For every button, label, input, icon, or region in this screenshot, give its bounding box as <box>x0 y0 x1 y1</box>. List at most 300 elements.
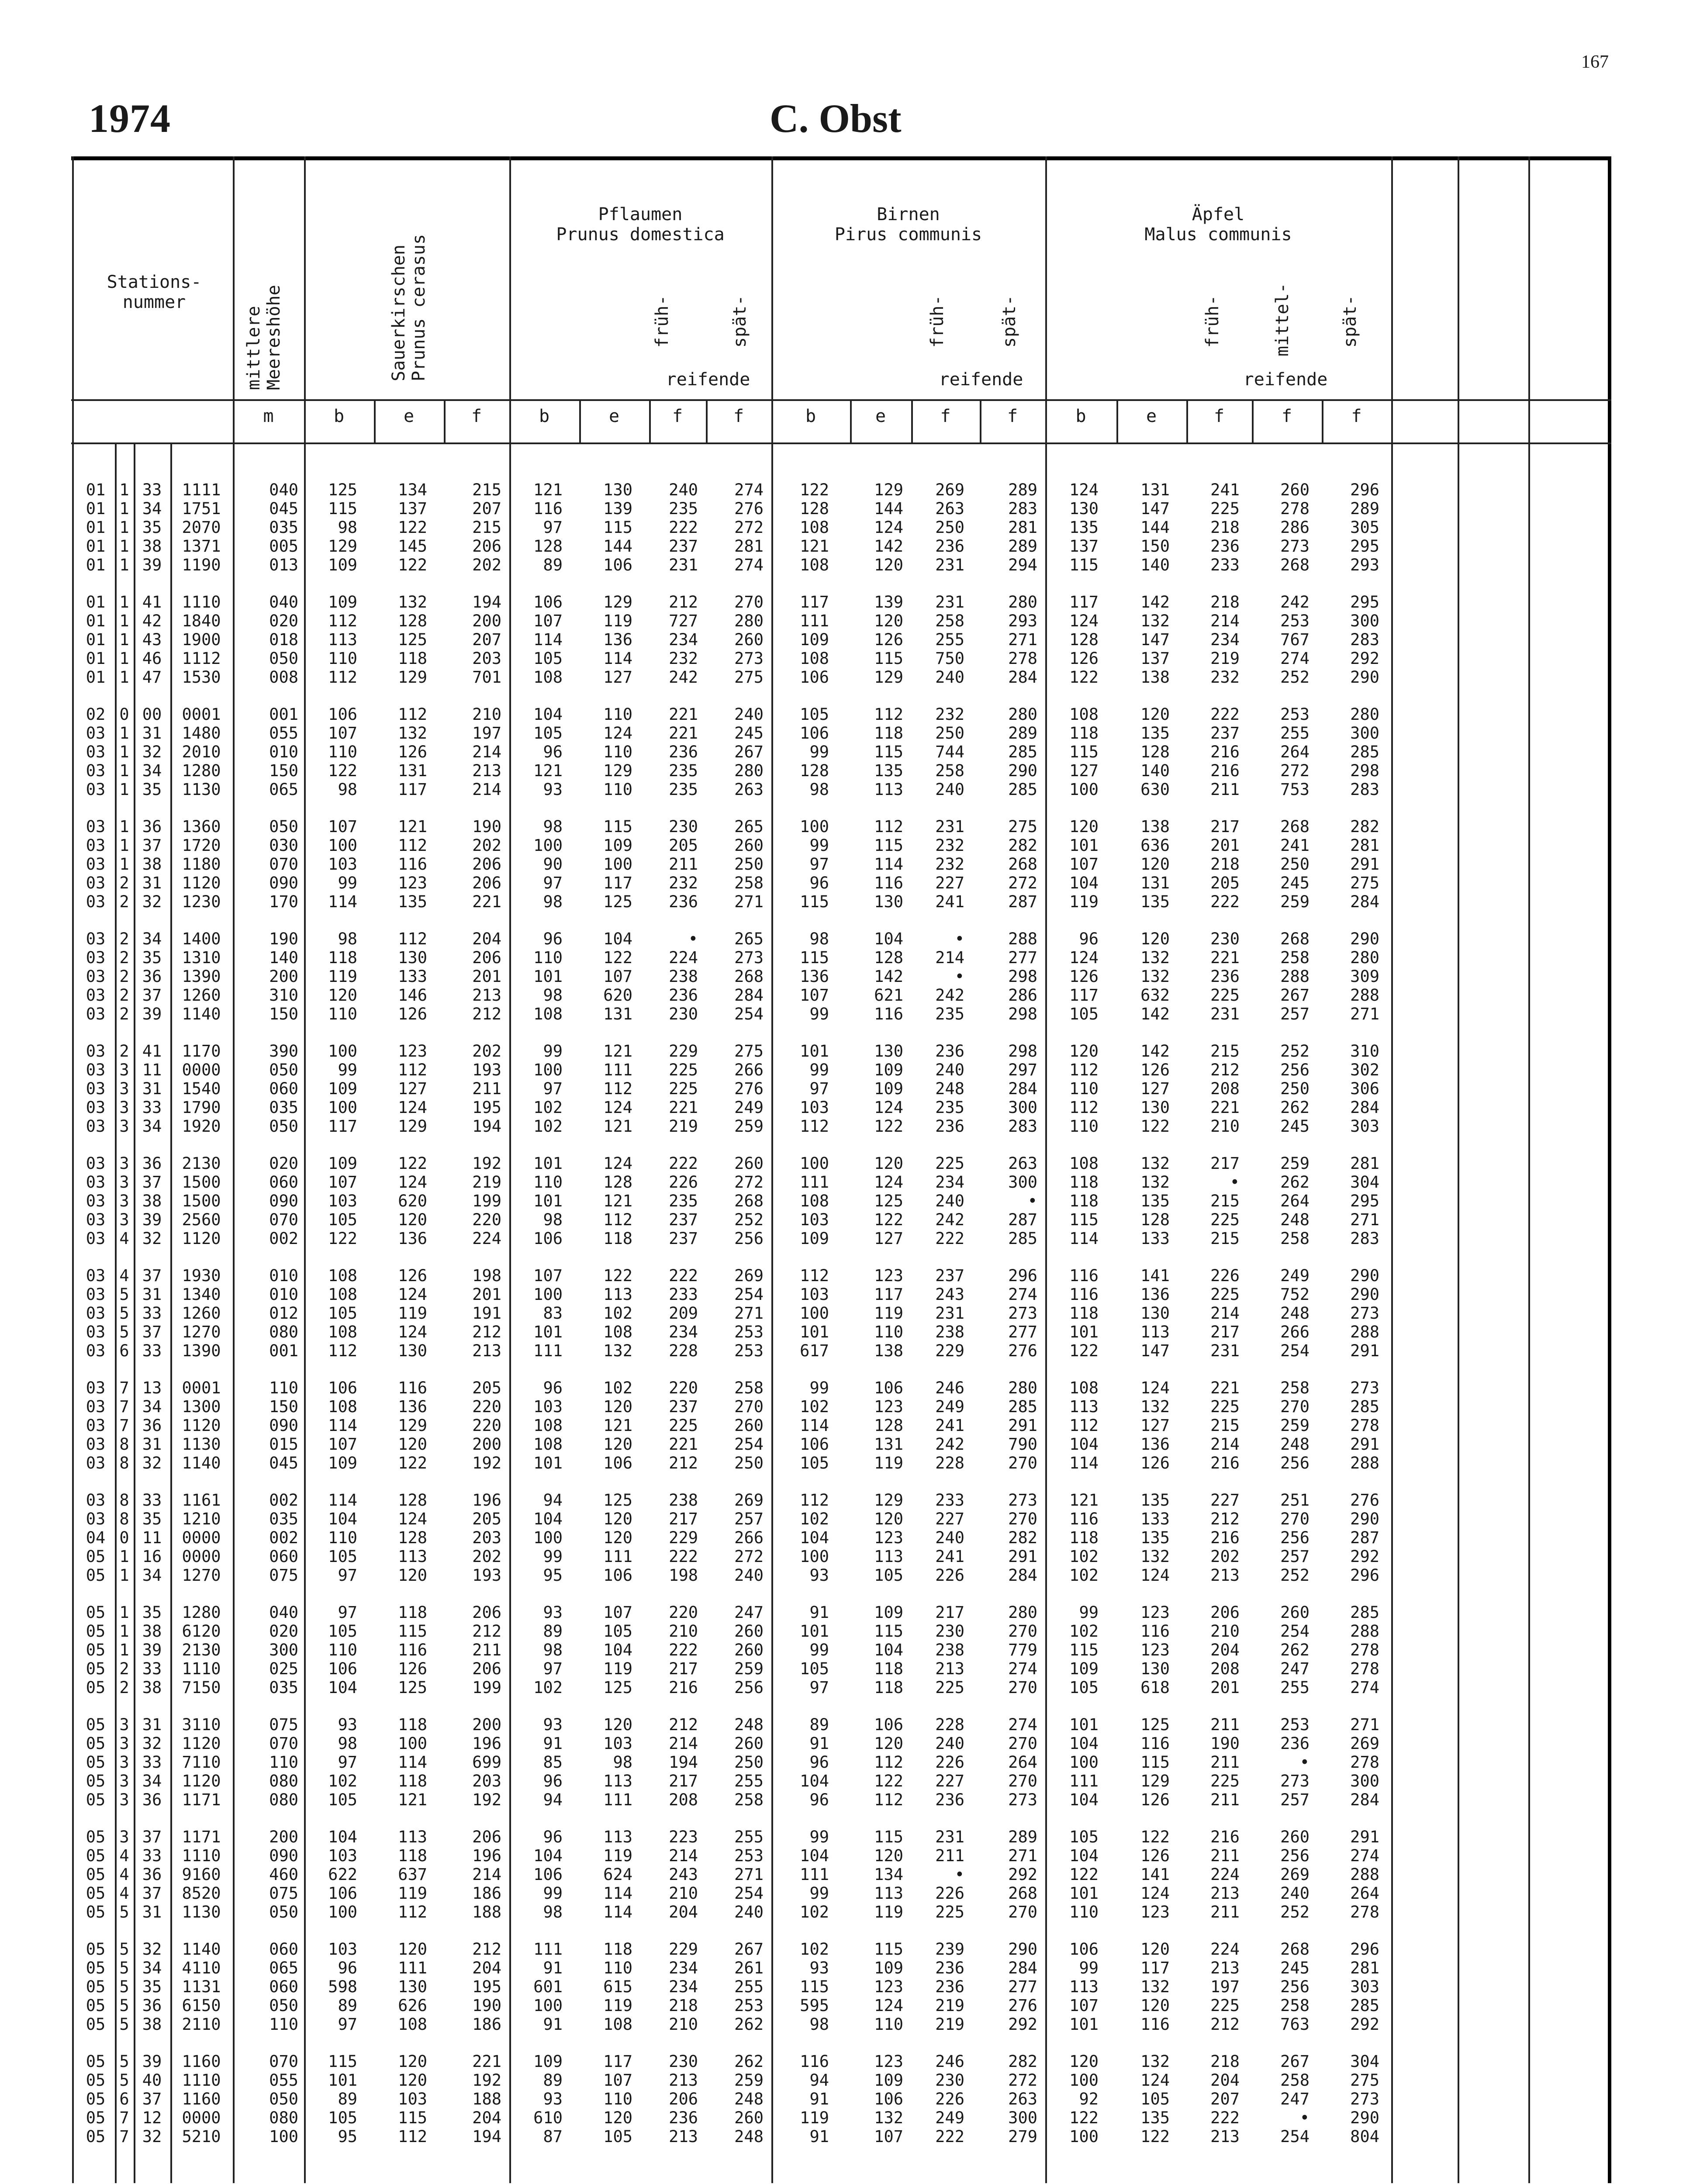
cell-station-number: 1390 <box>182 1341 221 1360</box>
cell-station-number: 1720 <box>182 836 221 855</box>
table-row <box>71 2015 1611 2034</box>
cell-station-district: 37 <box>142 986 162 1005</box>
cell-plum-b: 91 <box>543 1959 563 1977</box>
cell-plum-f-late: 254 <box>734 1435 764 1454</box>
cell-apple-e: 141 <box>1140 1865 1170 1884</box>
cell-apple-f-late: 278 <box>1350 1753 1379 1772</box>
cell-cherry-f: 206 <box>472 1603 501 1622</box>
cell-apple-f-late: 304 <box>1350 2052 1379 2071</box>
cell-station-district: 31 <box>142 1285 162 1304</box>
cell-pear-b: 111 <box>800 612 829 630</box>
cell-apple-f-mid: 253 <box>1280 612 1309 630</box>
cell-plum-b: 97 <box>543 874 563 892</box>
cell-cherry-b: 598 <box>328 1977 357 1996</box>
cell-cherry-f: 202 <box>472 1042 501 1061</box>
cell-station-state: 02 <box>86 705 106 724</box>
cell-plum-e: 100 <box>603 855 632 874</box>
cell-plum-f-late: 284 <box>734 986 764 1005</box>
cell-station-state: 03 <box>86 1061 106 1079</box>
cell-apple-e: 140 <box>1140 556 1170 574</box>
cell-plum-b: 91 <box>543 1734 563 1753</box>
cell-apple-f-early: 215 <box>1210 1229 1240 1248</box>
cell-station-number: 1270 <box>182 1566 221 1585</box>
cell-apple-b: 118 <box>1069 1528 1099 1547</box>
cell-altitude: 010 <box>269 1285 298 1304</box>
cell-apple-f-late: 288 <box>1350 1865 1379 1884</box>
cell-station-region: 3 <box>119 1828 129 1846</box>
cell-apple-f-early: 216 <box>1210 1454 1240 1472</box>
cell-pear-e: 123 <box>874 1528 903 1547</box>
cell-plum-b: 94 <box>543 1491 563 1510</box>
cell-apple-b: 101 <box>1069 1323 1099 1341</box>
cell-altitude: 015 <box>269 1435 298 1454</box>
cell-apple-f-mid: 273 <box>1280 537 1309 556</box>
cell-station-district: 31 <box>142 874 162 892</box>
cell-station-region: 5 <box>119 1285 129 1304</box>
cell-station-region: 2 <box>119 930 129 948</box>
cell-cherry-e: 115 <box>398 1622 427 1641</box>
cell-station-district: 33 <box>142 1846 162 1865</box>
cell-station-state: 03 <box>86 1397 106 1416</box>
cell-plum-f-early: 235 <box>669 499 698 518</box>
cell-station-district: 36 <box>142 1996 162 2015</box>
cell-apple-f-mid: 258 <box>1280 1229 1309 1248</box>
cell-apple-f-late: 296 <box>1350 1940 1379 1959</box>
cell-plum-b: 96 <box>543 743 563 761</box>
cell-pear-b: 98 <box>809 780 829 799</box>
cell-plum-e: 108 <box>603 1323 632 1341</box>
cell-altitude: 080 <box>269 1790 298 1809</box>
cell-plum-f-early: 204 <box>669 1903 698 1921</box>
cell-plum-e: 124 <box>603 1098 632 1117</box>
cell-pear-e: 113 <box>874 1547 903 1566</box>
cell-plum-f-early: 232 <box>669 649 698 668</box>
cell-apple-f-late: 284 <box>1350 1098 1379 1117</box>
cell-station-number: 1340 <box>182 1285 221 1304</box>
cell-pear-b: 89 <box>809 1715 829 1734</box>
cell-cherry-b: 98 <box>338 930 357 948</box>
cell-apple-f-late: 293 <box>1350 556 1379 574</box>
cell-apple-f-early: 205 <box>1210 874 1240 892</box>
cell-plum-f-late: 260 <box>734 1622 764 1641</box>
cell-plum-e: 120 <box>603 2108 632 2127</box>
table-row <box>71 1977 1611 1996</box>
cell-station-state: 05 <box>86 2052 106 2071</box>
plum-ripening-label: reifende <box>666 370 750 390</box>
cell-station-state: 05 <box>86 1715 106 1734</box>
cell-apple-b: 115 <box>1069 556 1099 574</box>
cell-plum-f-early: 224 <box>669 948 698 967</box>
cell-station-state: 03 <box>86 892 106 911</box>
cell-apple-b: 109 <box>1069 1659 1099 1678</box>
table-row <box>71 1547 1611 1566</box>
cell-cherry-e: 122 <box>398 1454 427 1472</box>
cell-pear-e: 129 <box>874 668 903 687</box>
cell-pear-b: 101 <box>800 1042 829 1061</box>
cell-apple-f-late: 295 <box>1350 1192 1379 1210</box>
cell-station-district: 38 <box>142 1678 162 1697</box>
cell-apple-b: 115 <box>1069 1210 1099 1229</box>
cell-pear-e: 104 <box>874 930 903 948</box>
cell-apple-f-early: 202 <box>1210 1547 1240 1566</box>
cell-pear-f-late: 268 <box>1008 855 1037 874</box>
cell-apple-f-early: • <box>1230 1173 1240 1192</box>
cell-station-region: 7 <box>119 1397 129 1416</box>
cell-apple-f-late: 280 <box>1350 705 1379 724</box>
cell-pear-f-early: 217 <box>935 1603 964 1622</box>
cell-pear-f-late: 289 <box>1008 480 1037 499</box>
table-row <box>71 930 1611 948</box>
cell-plum-f-early: 211 <box>669 855 698 874</box>
cell-station-district: 31 <box>142 1903 162 1921</box>
cell-cherry-b: 110 <box>328 1528 357 1547</box>
cell-pear-b: 101 <box>800 1323 829 1341</box>
cell-cherry-e: 120 <box>398 2071 427 2090</box>
cell-pear-f-late: 292 <box>1008 1865 1037 1884</box>
cell-cherry-f: 188 <box>472 2090 501 2108</box>
cell-apple-f-late: 309 <box>1350 967 1379 986</box>
cell-station-region: 5 <box>119 2071 129 2090</box>
cell-pear-e: 112 <box>874 1790 903 1809</box>
cell-apple-e: 135 <box>1140 892 1170 911</box>
cell-cherry-e: 134 <box>398 480 427 499</box>
cell-altitude: 055 <box>269 2071 298 2090</box>
cell-plum-f-late: 281 <box>734 537 764 556</box>
cell-plum-b: 104 <box>533 1846 563 1865</box>
cell-apple-f-mid: 251 <box>1280 1491 1309 1510</box>
cell-apple-f-late: 273 <box>1350 1379 1379 1397</box>
cell-plum-f-late: 263 <box>734 780 764 799</box>
table-row <box>71 1734 1611 1753</box>
table-row <box>71 1622 1611 1641</box>
cell-plum-f-late: 280 <box>734 612 764 630</box>
table-row <box>71 1379 1611 1397</box>
table-row <box>71 1285 1611 1304</box>
cell-apple-e: 136 <box>1140 1435 1170 1454</box>
cell-cherry-f: 214 <box>472 780 501 799</box>
cell-station-region: 1 <box>119 668 129 687</box>
cell-station-state: 03 <box>86 1454 106 1472</box>
cell-station-number: 1110 <box>182 2071 221 2090</box>
apple-early-label: früh- <box>1202 295 1223 348</box>
cell-plum-b: 89 <box>543 2071 563 2090</box>
cell-plum-b: 99 <box>543 1884 563 1903</box>
cell-station-region: 1 <box>119 612 129 630</box>
cell-station-region: 1 <box>119 1622 129 1641</box>
cell-apple-f-early: 213 <box>1210 2127 1240 2146</box>
cell-pear-b: 128 <box>800 761 829 780</box>
cell-apple-e: 116 <box>1140 1622 1170 1641</box>
table-row <box>71 1061 1611 1079</box>
cell-station-region: 3 <box>119 1192 129 1210</box>
cell-plum-f-late: 259 <box>734 1117 764 1136</box>
cell-plum-b: 110 <box>533 948 563 967</box>
cell-pear-e: 129 <box>874 480 903 499</box>
cell-cherry-b: 106 <box>328 705 357 724</box>
cell-apple-f-mid: 274 <box>1280 649 1309 668</box>
cell-plum-e: 113 <box>603 1285 632 1304</box>
cell-apple-f-mid: 288 <box>1280 967 1309 986</box>
cell-pear-e: 139 <box>874 593 903 612</box>
cell-plum-e: 124 <box>603 724 632 743</box>
cell-apple-b: 101 <box>1069 836 1099 855</box>
cell-apple-f-mid: 247 <box>1280 1659 1309 1678</box>
cell-station-number: 0000 <box>182 2108 221 2127</box>
cell-pear-f-late: 288 <box>1008 930 1037 948</box>
cell-apple-e: 132 <box>1140 1397 1170 1416</box>
cell-apple-f-mid: 256 <box>1280 1061 1309 1079</box>
cell-station-state: 03 <box>86 1117 106 1136</box>
cell-station-state: 03 <box>86 1005 106 1023</box>
cell-cherry-e: 122 <box>398 556 427 574</box>
cell-apple-e: 137 <box>1140 649 1170 668</box>
cell-cherry-f: 219 <box>472 1173 501 1192</box>
cell-cherry-f: 206 <box>472 874 501 892</box>
cell-station-state: 05 <box>86 1884 106 1903</box>
cell-pear-f-early: • <box>954 930 964 948</box>
cell-station-district: 12 <box>142 2108 162 2127</box>
cell-station-district: 32 <box>142 1454 162 1472</box>
cell-apple-e: 132 <box>1140 948 1170 967</box>
cell-pear-f-late: 274 <box>1008 1659 1037 1678</box>
cell-pear-b: 100 <box>800 817 829 836</box>
cell-station-number: 2130 <box>182 1641 221 1659</box>
cell-pear-f-late: 285 <box>1008 1229 1037 1248</box>
cell-cherry-f: 213 <box>472 1341 501 1360</box>
cell-apple-f-early: 237 <box>1210 724 1240 743</box>
cell-cherry-e: 129 <box>398 1416 427 1435</box>
cell-apple-b: 104 <box>1069 1846 1099 1865</box>
cell-altitude: 002 <box>269 1491 298 1510</box>
table-row <box>71 967 1611 986</box>
cell-apple-f-mid: 248 <box>1280 1435 1309 1454</box>
cell-cherry-f: 203 <box>472 649 501 668</box>
cell-cherry-f: 193 <box>472 1566 501 1585</box>
cell-cherry-f: 214 <box>472 1865 501 1884</box>
table-row <box>71 1510 1611 1528</box>
cell-plum-f-late: 271 <box>734 1865 764 1884</box>
cell-apple-b: 106 <box>1069 1940 1099 1959</box>
cell-station-number: 1230 <box>182 892 221 911</box>
cell-pear-f-late: 291 <box>1008 1547 1037 1566</box>
cell-apple-e: 147 <box>1140 630 1170 649</box>
cell-plum-f-early: 230 <box>669 2052 698 2071</box>
cell-apple-b: 117 <box>1069 986 1099 1005</box>
table-row <box>71 1566 1611 1585</box>
cell-station-district: 31 <box>142 1079 162 1098</box>
cell-apple-f-late: 289 <box>1350 499 1379 518</box>
cell-apple-e: 128 <box>1140 743 1170 761</box>
cell-cherry-e: 117 <box>398 780 427 799</box>
cell-cherry-e: 130 <box>398 1977 427 1996</box>
cell-apple-e: 120 <box>1140 855 1170 874</box>
cell-apple-f-mid: 270 <box>1280 1510 1309 1528</box>
cell-apple-e: 127 <box>1140 1416 1170 1435</box>
cell-cherry-f: 200 <box>472 612 501 630</box>
cell-station-number: 1260 <box>182 1304 221 1323</box>
cell-pear-f-early: 242 <box>935 986 964 1005</box>
cell-station-state: 01 <box>86 499 106 518</box>
cell-cherry-f: 192 <box>472 1454 501 1472</box>
cell-station-region: 4 <box>119 1884 129 1903</box>
cell-cherry-f: 212 <box>472 1622 501 1641</box>
cell-cherry-e: 116 <box>398 1641 427 1659</box>
table-row <box>71 724 1611 743</box>
cell-apple-f-mid: 252 <box>1280 1566 1309 1585</box>
cell-pear-f-late: 300 <box>1008 1098 1037 1117</box>
cell-pear-f-early: 250 <box>935 724 964 743</box>
cell-station-region: 4 <box>119 1865 129 1884</box>
cell-station-region: 5 <box>119 2052 129 2071</box>
cell-pear-f-late: 294 <box>1008 556 1037 574</box>
cell-station-district: 42 <box>142 612 162 630</box>
cell-station-district: 33 <box>142 1341 162 1360</box>
cell-cherry-f: 204 <box>472 2108 501 2127</box>
cell-apple-e: 131 <box>1140 874 1170 892</box>
cell-apple-f-late: 283 <box>1350 1229 1379 1248</box>
cell-pear-e: 112 <box>874 1753 903 1772</box>
cell-pear-e: 106 <box>874 2090 903 2108</box>
cell-plum-e: 624 <box>603 1865 632 1884</box>
cell-plum-e: 120 <box>603 1510 632 1528</box>
cell-apple-f-early: 218 <box>1210 593 1240 612</box>
cell-plum-f-late: 260 <box>734 1416 764 1435</box>
cell-cherry-e: 116 <box>398 1379 427 1397</box>
cell-cherry-f: 203 <box>472 1528 501 1547</box>
cell-plum-e: 111 <box>603 1790 632 1809</box>
cell-pear-b: 96 <box>809 874 829 892</box>
cell-plum-b: 106 <box>533 1229 563 1248</box>
cell-apple-f-early: 211 <box>1210 780 1240 799</box>
cell-apple-f-early: 221 <box>1210 1098 1240 1117</box>
cell-plum-f-early: 208 <box>669 1790 698 1809</box>
cell-pear-f-early: 242 <box>935 1210 964 1229</box>
cell-apple-b: 137 <box>1069 537 1099 556</box>
cell-apple-e: 120 <box>1140 930 1170 948</box>
cell-apple-f-mid: 253 <box>1280 1715 1309 1734</box>
cell-pear-f-early: 263 <box>935 499 964 518</box>
table-row <box>71 1266 1611 1285</box>
cell-pear-e: 110 <box>874 2015 903 2034</box>
cell-plum-e: 110 <box>603 1959 632 1977</box>
cell-station-region: 1 <box>119 499 129 518</box>
cell-plum-f-early: 237 <box>669 537 698 556</box>
cell-station-number: 1120 <box>182 1734 221 1753</box>
cell-apple-f-late: 303 <box>1350 1977 1379 1996</box>
cell-station-district: 37 <box>142 1828 162 1846</box>
cell-apple-f-early: 231 <box>1210 1341 1240 1360</box>
cell-apple-b: 128 <box>1069 630 1099 649</box>
cell-pear-e: 120 <box>874 1154 903 1173</box>
cell-apple-f-early: 208 <box>1210 1079 1240 1098</box>
cell-apple-f-mid: 267 <box>1280 986 1309 1005</box>
cell-cherry-e: 129 <box>398 1117 427 1136</box>
cell-apple-f-late: 290 <box>1350 930 1379 948</box>
cell-cherry-b: 104 <box>328 1828 357 1846</box>
cell-plum-e: 114 <box>603 649 632 668</box>
cell-apple-b: 105 <box>1069 1828 1099 1846</box>
cell-apple-b: 100 <box>1069 2127 1099 2146</box>
cell-pear-f-late: 290 <box>1008 761 1037 780</box>
cell-apple-f-late: 276 <box>1350 1491 1379 1510</box>
cell-plum-f-early: 238 <box>669 967 698 986</box>
cell-cherry-b: 108 <box>328 1397 357 1416</box>
cell-cherry-f: 213 <box>472 761 501 780</box>
cell-station-state: 05 <box>86 1865 106 1884</box>
cell-apple-f-late: 291 <box>1350 1341 1379 1360</box>
cell-pear-b: 136 <box>800 967 829 986</box>
cell-apple-f-late: 283 <box>1350 780 1379 799</box>
cell-plum-f-early: 222 <box>669 1547 698 1566</box>
cell-pear-f-early: 213 <box>935 1659 964 1678</box>
cell-plum-f-early: 222 <box>669 1266 698 1285</box>
cell-pear-f-late: • <box>1027 1192 1037 1210</box>
cell-plum-f-early: 220 <box>669 1379 698 1397</box>
cell-station-district: 35 <box>142 780 162 799</box>
cell-apple-f-early: 217 <box>1210 1154 1240 1173</box>
cell-plum-f-early: 220 <box>669 1603 698 1622</box>
cell-cherry-f: 195 <box>472 1977 501 1996</box>
cell-plum-f-early: 212 <box>669 1454 698 1472</box>
cell-plum-e: 121 <box>603 1416 632 1435</box>
cell-station-state: 05 <box>86 1828 106 1846</box>
cell-altitude: 020 <box>269 1622 298 1641</box>
cell-plum-f-late: 253 <box>734 1996 764 2015</box>
cell-plum-b: 108 <box>533 1435 563 1454</box>
cell-plum-e: 139 <box>603 499 632 518</box>
cell-station-number: 2560 <box>182 1210 221 1229</box>
cell-altitude: 090 <box>269 1846 298 1865</box>
cell-cherry-f: 188 <box>472 1903 501 1921</box>
cell-pear-b: 103 <box>800 1210 829 1229</box>
cell-plum-b: 100 <box>533 1528 563 1547</box>
cell-apple-f-late: 281 <box>1350 836 1379 855</box>
cell-apple-b: 100 <box>1069 2071 1099 2090</box>
cell-apple-f-early: 241 <box>1210 480 1240 499</box>
cell-plum-e: 106 <box>603 1566 632 1585</box>
cell-cherry-f: 205 <box>472 1510 501 1528</box>
cell-plum-f-early: 230 <box>669 1005 698 1023</box>
cell-pear-e: 123 <box>874 1266 903 1285</box>
cell-station-state: 05 <box>86 1940 106 1959</box>
cell-pear-f-early: 250 <box>935 518 964 537</box>
cell-apple-f-mid: 259 <box>1280 1154 1309 1173</box>
cell-plum-b: 103 <box>533 1397 563 1416</box>
cell-apple-b: 115 <box>1069 1641 1099 1659</box>
cell-altitude: 018 <box>269 630 298 649</box>
cell-cherry-b: 114 <box>328 892 357 911</box>
cell-apple-b: 102 <box>1069 1547 1099 1566</box>
cell-cherry-f: 701 <box>472 668 501 687</box>
cell-pear-f-early: 230 <box>935 2071 964 2090</box>
cell-station-number: 1140 <box>182 1940 221 1959</box>
cell-pear-f-early: 214 <box>935 948 964 967</box>
cell-pear-f-late: 284 <box>1008 1959 1037 1977</box>
cell-cherry-e: 124 <box>398 1285 427 1304</box>
table-row <box>71 1304 1611 1323</box>
cell-cherry-b: 89 <box>338 2090 357 2108</box>
cell-apple-f-mid: 258 <box>1280 948 1309 967</box>
cell-cherry-e: 120 <box>398 1566 427 1585</box>
cell-cherry-f: 207 <box>472 499 501 518</box>
cell-pear-b: 103 <box>800 1098 829 1117</box>
cell-altitude: 060 <box>269 1977 298 1996</box>
cell-pear-b: 96 <box>809 1790 829 1809</box>
cell-apple-f-mid: 249 <box>1280 1266 1309 1285</box>
cell-apple-b: 114 <box>1069 1454 1099 1472</box>
cell-apple-b: 119 <box>1069 892 1099 911</box>
cell-cherry-b: 103 <box>328 855 357 874</box>
